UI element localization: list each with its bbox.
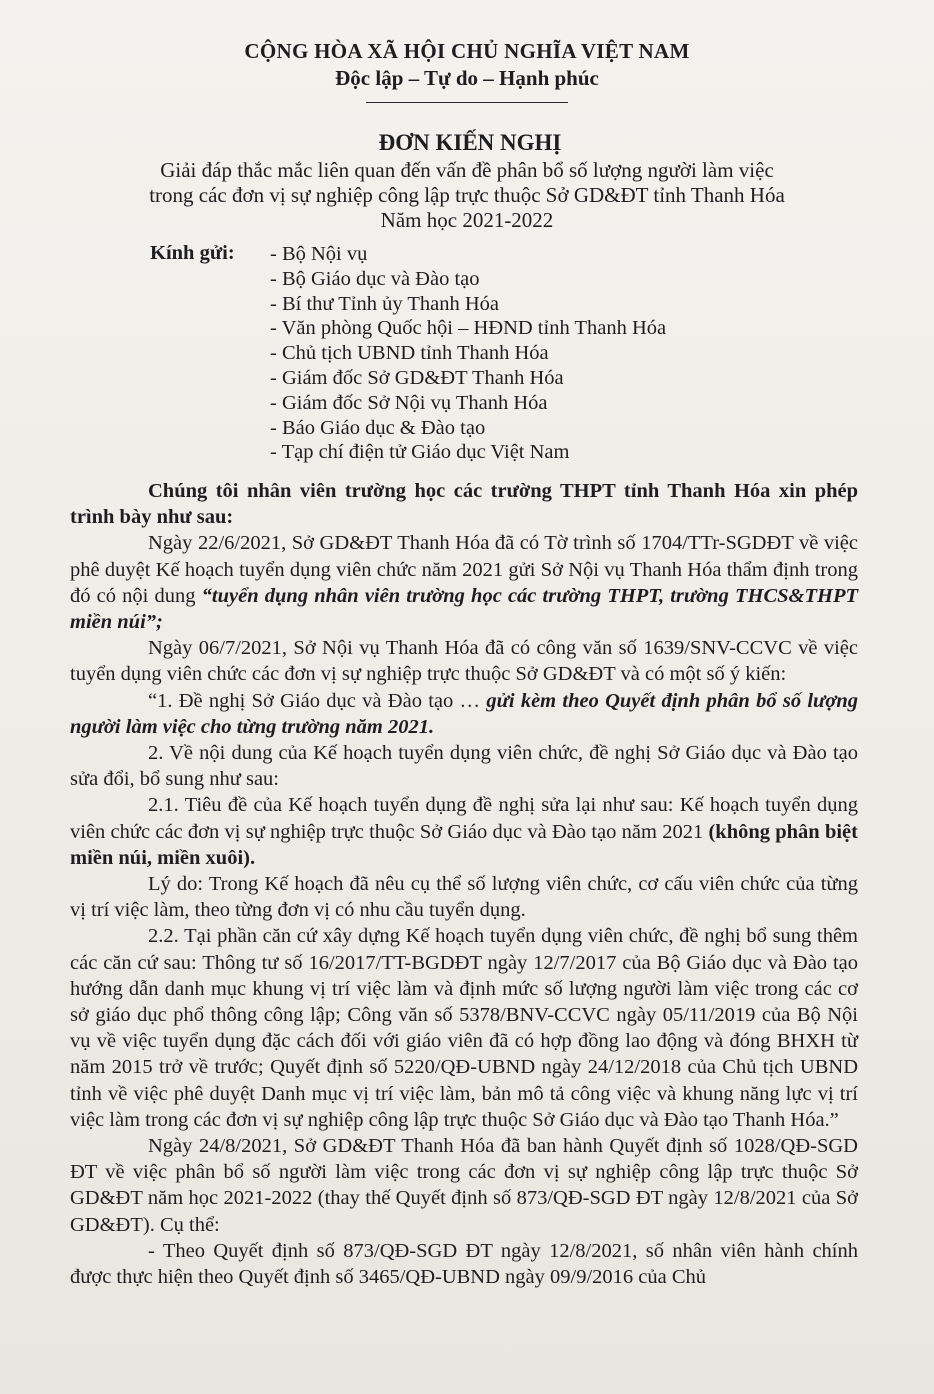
recipient-item: - Tạp chí điện tử Giáo dục Việt Nam bbox=[270, 441, 570, 464]
paragraph-submission bbox=[70, 530, 858, 635]
intro-paragraph: Chúng tôi nhân viên trường học các trường THPT tỉnh Thanh Hóa xin phép trình bày như sau: bbox=[70, 480, 858, 529]
quote-emphasis: gửi kèm theo Quyết định phân bổ số lượng người làm việc cho từng trường năm 2021. bbox=[70, 689, 858, 738]
subtitle-line-1: Giải đáp thắc mắc liên quan đến vấn đề phân bổ số lượng người làm việc bbox=[160, 158, 774, 182]
recipients-list bbox=[270, 242, 870, 465]
nation-name: CỘNG HÒA XÃ HỘI CHỦ NGHĨA VIỆT NAM bbox=[244, 39, 690, 63]
header-divider bbox=[366, 102, 568, 103]
quote-item-2-2: 2.2. Tại phần căn cứ xây dựng Kế hoạch tuyển dụng viên chức, đề nghị bổ sung thêm các căn cứ sau: Thông tư số 16/2017/TT-BGDĐT ngày 12/7/2017 của Bộ Giáo dục và Đào tạo hướng dẫn danh mục khung vị trí việc làm và định mức số lượng người làm việc trong các cơ sở giáo dục phổ thông công lập; Công văn số 5378/BNV-CCVC ngày 05/11/2019 của Bộ Nội vụ về việc tuyển dụng đặc cách đối với giáo viên đã có hợp đồng lao động và đóng BHXH từ năm 2015 trở về trước; Quyết định số 5220/QĐ-UBND ngày 24/12/2018 của Chủ tịch UBND tỉnh về việc phê duyệt Danh mục vị trí việc làm, bản mô tả công việc và khung năng lực vị trí việc làm trong các đơn vị sự nghiệp công lập trực thuộc Sở Giáo dục và Đào tạo Thanh Hóa.” bbox=[70, 925, 858, 1131]
recipient-item: - Bí thư Tỉnh ủy Thanh Hóa bbox=[270, 292, 500, 315]
school-year: Năm học 2021-2022 bbox=[380, 208, 554, 232]
recipient-item: - Chủ tịch UBND tỉnh Thanh Hóa bbox=[270, 342, 549, 365]
quote-text: “1. Đề nghị Sở Giáo dục và Đào tạo … bbox=[148, 689, 487, 712]
recipients-label: Kính gửi: bbox=[150, 242, 235, 264]
paragraph-decision: Ngày 24/8/2021, Sở GD&ĐT Thanh Hóa đã ban hành Quyết định số 1028/QĐ-SGD ĐT về việc phân bổ số người làm việc trong các đơn vị sự nghiệp công lập trực thuộc Sở GD&ĐT năm học 2021-2022 (thay thế Quyết định số 873/QĐ-SGD ĐT ngày 12/8/2021 của Sở GD&ĐT). Cụ thể: bbox=[70, 1135, 858, 1236]
reason-paragraph: Lý do: Trong Kế hoạch đã nêu cụ thể số lượng viên chức, cơ cấu viên chức của từng vị trí việc làm, theo từng đơn vị có nhu cầu tuyển dụng. bbox=[70, 873, 858, 922]
recipient-item: - Giám đốc Sở Nội vụ Thanh Hóa bbox=[270, 391, 548, 414]
quote-item-2-1 bbox=[70, 792, 858, 871]
quote-item-2: 2. Về nội dung của Kế hoạch tuyển dụng viên chức, đề nghị Sở Giáo dục và Đào tạo sửa đổi, bổ sung như sau: bbox=[70, 742, 858, 791]
quoted-content: “tuyển dụng nhân viên trường học các trường THPT, trường THCS&THPT miền núi”; bbox=[70, 584, 858, 634]
recipient-item: - Bộ Nội vụ bbox=[270, 243, 368, 265]
quote-item-1 bbox=[70, 688, 858, 740]
recipient-item: - Giám đốc Sở GD&ĐT Thanh Hóa bbox=[270, 366, 564, 389]
paragraph-detail: - Theo Quyết định số 873/QĐ-SGD ĐT ngày 12/8/2021, số nhân viên hành chính được thực hiện theo Quyết định số 3465/QĐ-UBND ngày 09/9/2016 của Chủ bbox=[70, 1239, 858, 1289]
document-title: ĐƠN KIẾN NGHỊ bbox=[378, 130, 562, 155]
national-header bbox=[0, 38, 934, 103]
recipient-item: - Bộ Giáo dục và Đào tạo bbox=[270, 267, 480, 290]
recipient-item: - Văn phòng Quốc hội – HĐND tỉnh Thanh Hóa bbox=[270, 317, 667, 340]
document-body bbox=[70, 478, 858, 1290]
paragraph-dispatch: Ngày 06/7/2021, Sở Nội vụ Thanh Hóa đã có công văn số 1639/SNV-CCVC về việc tuyển dụng viên chức các đơn vị sự nghiệp trực thuộc Sở GD&ĐT và có một số ý kiến: bbox=[70, 637, 858, 686]
quote-text: 2.1. Tiêu đề của Kế hoạch tuyển dụng đề nghị sửa lại như sau: Kế hoạch tuyển dụng viên chức các đơn vị sự nghiệp trực thuộc Sở Giáo dục và Đào tạo năm 2021 bbox=[70, 794, 858, 843]
national-motto: Độc lập – Tự do – Hạnh phúc bbox=[335, 66, 599, 90]
paragraph-text: Ngày 22/6/2021, Sở GD&ĐT Thanh Hóa đã có Tờ trình số 1704/TTr-SGDĐT về việc phê duyệt Kế hoạch tuyển dụng viên chức năm 2021 gửi Sở Nội vụ Thanh Hóa thẩm định trong đó có nội dung bbox=[70, 532, 858, 607]
title-block bbox=[0, 128, 934, 233]
subtitle-line-2: trong các đơn vị sự nghiệp công lập trực thuộc Sở GD&ĐT tỉnh Thanh Hóa bbox=[149, 183, 785, 207]
recipient-item: - Báo Giáo dục & Đào tạo bbox=[270, 416, 486, 439]
quote-emphasis: (không phân biệt miền núi, miền xuôi). bbox=[70, 820, 858, 869]
